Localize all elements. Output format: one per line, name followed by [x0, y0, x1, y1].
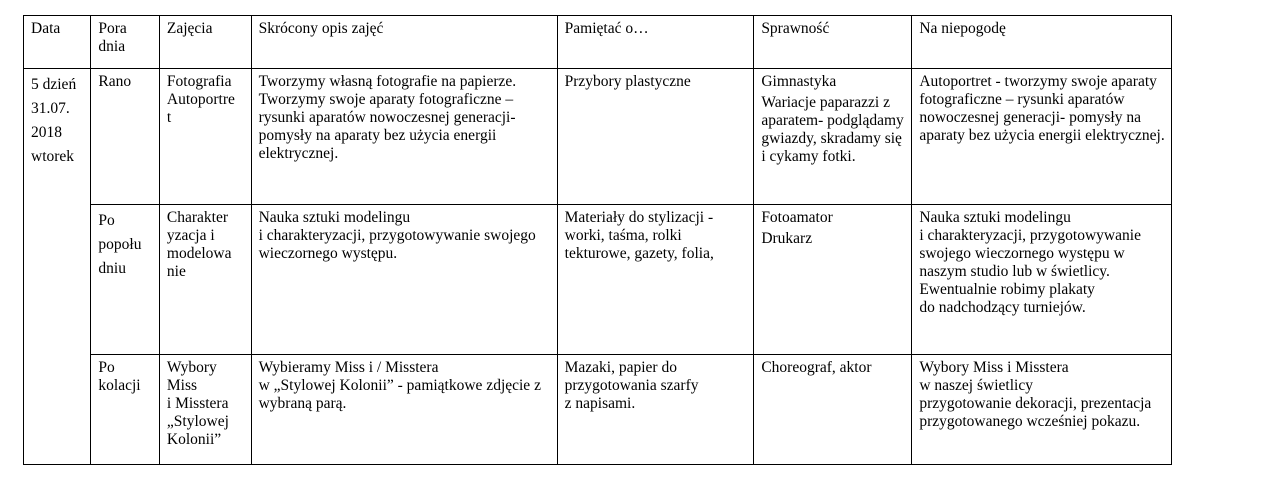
activity-cell: [159, 69, 251, 205]
bad-weather-line: Nauka sztuki modelingu: [919, 209, 1071, 226]
bad-weather-line: Wybory Miss i Misstera: [919, 359, 1069, 376]
bad-weather-cell: [912, 69, 1172, 205]
description-cell: [251, 69, 557, 205]
date-year: 2018: [31, 124, 62, 141]
date-day: 5 dzień: [31, 76, 77, 93]
activity-cell: [159, 205, 251, 355]
activity-line: Wybory: [166, 359, 217, 376]
description-line: w „Stylowej Kolonii” - pamiątkowe zdjęcie z wybraną parą.: [258, 377, 541, 412]
table-row: [24, 69, 1172, 205]
bad-weather-line: przygotowanie dekoracji, prezentacja przygotowanego wcześniej pokazu.: [919, 395, 1152, 430]
bad-weather-line: i charakteryzacji, przygotowywanie swojego wieczornego występu w naszym studio lub w świetlicy. Ewentualnie robimy plakaty: [919, 227, 1141, 298]
table-row: [24, 355, 1172, 465]
description-text: Tworzymy własną fotografie na papierze. Tworzymy swoje aparaty fotograficzne – rysunki aparatów nowoczesnej generacji- pomysły na aparaty bez użycia energii elektrycznej.: [258, 73, 517, 162]
remember-line: przygotowania szarfy: [564, 377, 699, 394]
time-line: popołu: [98, 236, 142, 253]
bad-weather-line: do nadchodzący turniejów.: [919, 299, 1086, 316]
remember-cell: [557, 69, 754, 205]
header-description: Skrócony opis zajęć: [251, 16, 557, 69]
date-date: 31.07.: [31, 100, 70, 117]
skill-line: Choreograf, aktor: [761, 359, 872, 376]
description-cell: [251, 355, 557, 465]
bad-weather-text: Autoportret - tworzymy swoje aparaty fotograficzne – rysunki aparatów nowoczesnej generacji- pomysły na aparaty bez użycia energii elektrycznej.: [919, 73, 1165, 144]
time-cell: [91, 355, 160, 465]
skill-cell: [754, 355, 912, 465]
date-weekday: wtorek: [31, 148, 75, 165]
skill-line: Drukarz: [761, 230, 813, 247]
activity-line: Miss: [166, 377, 198, 394]
time-cell: [91, 69, 160, 205]
header-activity: Zajęcia: [159, 16, 251, 69]
description-line: Wybieramy Miss i / Misstera: [258, 359, 439, 376]
time-label: Rano: [98, 73, 132, 90]
header-skill: Sprawność: [754, 16, 912, 69]
remember-text: Materiały do stylizacji - worki, taśma, rolki tekturowe, gazety, folia,: [564, 209, 714, 262]
header-time-of-day: Pora dnia: [91, 16, 160, 69]
skill-cell: [754, 69, 912, 205]
time-line: kolacji: [98, 377, 141, 394]
table-row: [24, 205, 1172, 355]
activity-line: Fotografia: [166, 73, 232, 90]
description-line: Nauka sztuki modelingu: [258, 209, 411, 226]
remember-text: Przybory plastyczne: [564, 73, 691, 90]
activity-line: nie: [166, 263, 186, 280]
activity-line: Charakter: [166, 209, 228, 226]
remember-line: z napisami.: [564, 395, 636, 412]
schedule-table: [23, 15, 1172, 465]
header-date: Data: [24, 16, 91, 69]
description-line: i charakteryzacji, przygotowywanie swojego wieczornego występu.: [258, 227, 536, 262]
activity-line: Autoportre: [166, 91, 235, 108]
activity-line: yzacja i: [166, 227, 215, 244]
activity-line: t: [166, 109, 172, 126]
description-cell: [251, 205, 557, 355]
skill-cell: [754, 205, 912, 355]
activity-line: modelowa: [166, 245, 232, 262]
activity-line: i Misstera: [166, 395, 229, 412]
time-line: dniu: [98, 260, 126, 277]
remember-line: Mazaki, papier do: [564, 359, 677, 376]
skill-line: Gimnastyka: [761, 73, 837, 90]
header-remember: Pamiętać o…: [557, 16, 754, 69]
bad-weather-line: w naszej świetlicy: [919, 377, 1033, 394]
time-line: Po: [98, 359, 115, 376]
time-cell: [91, 205, 160, 355]
skill-line: Wariacje paparazzi z aparatem- podglądamy gwiazdy, skradamy się i cykamy fotki.: [761, 94, 904, 165]
activity-cell: [159, 355, 251, 465]
activity-line: „Stylowej: [166, 413, 229, 430]
skill-line: Fotoamator: [761, 209, 833, 226]
date-cell: [24, 69, 91, 465]
header-row: [24, 16, 1172, 69]
remember-cell: [557, 205, 754, 355]
bad-weather-cell: [912, 205, 1172, 355]
activity-line: Kolonii”: [166, 431, 222, 448]
remember-cell: [557, 355, 754, 465]
time-line: Po: [98, 212, 115, 229]
header-bad-weather: Na niepogodę: [912, 16, 1172, 69]
bad-weather-cell: [912, 355, 1172, 465]
